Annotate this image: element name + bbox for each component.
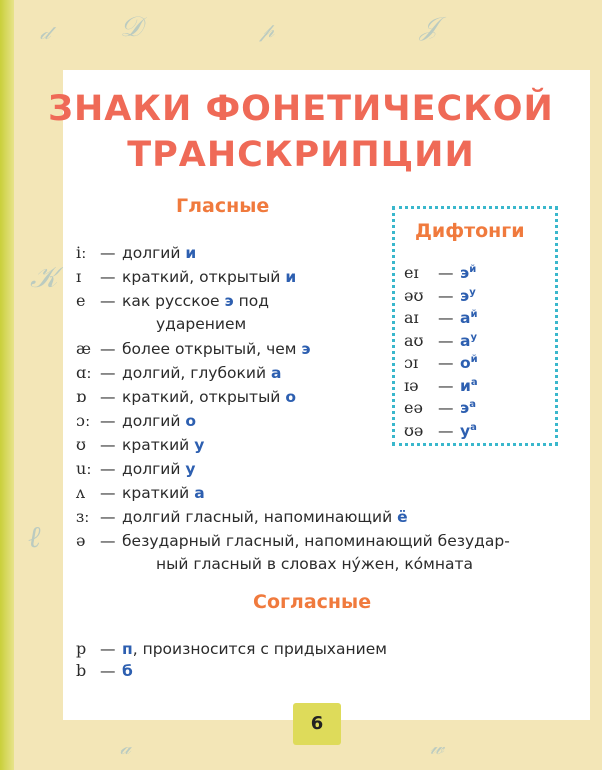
sound-superscript: й [470, 308, 478, 320]
ipa-symbol: ɔɪ [404, 353, 419, 372]
dash-separator: — [438, 309, 454, 327]
russian-sound: и [285, 268, 297, 286]
dash-separator: — [438, 399, 454, 417]
russian-sound: о [460, 354, 471, 372]
ipa-symbol: eɪ [404, 263, 419, 282]
ipa-symbol: æ [76, 339, 92, 358]
vowel-description-tail: под [238, 292, 270, 310]
ipa-symbol: əʊ [404, 285, 424, 305]
dash-separator: — [100, 460, 116, 478]
vowel-description: как русское [122, 292, 220, 310]
russian-sound: п [122, 640, 133, 658]
vowel-description: долгий [122, 244, 181, 262]
dash-separator: — [100, 388, 116, 406]
vowel-row [76, 555, 473, 573]
dash-separator: — [100, 244, 116, 262]
dash-separator: — [100, 532, 116, 550]
vowel-description: краткий [122, 436, 190, 454]
vowel-description: долгий гласный, напоминающий [122, 508, 393, 526]
diphthong-row [404, 421, 477, 440]
sound-superscript: й [469, 263, 477, 275]
title-line-2: ТРАНСКРИПЦИИ [127, 135, 475, 175]
vowel-description: более открытый, чем [122, 340, 297, 358]
vowel-row [76, 339, 311, 358]
diphthong-row [404, 331, 477, 350]
sound-superscript: у [469, 286, 476, 298]
vowel-row [76, 315, 246, 333]
dash-separator: — [438, 376, 454, 395]
russian-sound: э [460, 286, 470, 305]
diphthong-row [404, 308, 477, 327]
dash-separator: — [438, 331, 454, 350]
dash-separator: — [100, 640, 116, 658]
vowel-description: безударный гласный, напоминающий безудар- [122, 532, 510, 550]
ipa-symbol: uː [76, 459, 92, 478]
ipa-symbol: ʊə [404, 420, 424, 440]
decorative-script: 𝒹 [40, 20, 51, 44]
decorative-script: 𝓅 [260, 18, 275, 42]
ipa-symbol: ɜː [76, 507, 90, 526]
vowel-description: долгий [122, 412, 181, 430]
ipa-symbol: iː [76, 243, 87, 262]
vowel-row [76, 267, 296, 286]
ipa-symbol: eə [404, 398, 423, 417]
ipa-symbol: ə [76, 531, 86, 550]
diphthong-row [404, 286, 476, 305]
russian-sound: а [270, 364, 282, 382]
decorative-script: 𝒥 [420, 12, 438, 42]
dash-separator: — [100, 268, 116, 286]
vowel-description: долгий [122, 460, 181, 478]
dash-separator: — [100, 292, 116, 310]
dash-separator: — [100, 340, 116, 358]
ipa-symbol: ɔː [76, 411, 91, 430]
consonants-heading: Согласные [253, 591, 372, 613]
dash-separator: — [100, 508, 116, 526]
dash-separator: — [100, 436, 116, 454]
decorative-script: 𝒟 [120, 10, 143, 43]
diphthongs-heading: Дифтонги [415, 220, 525, 242]
dash-separator: — [100, 412, 116, 430]
dash-separator: — [438, 354, 454, 372]
vowel-row [76, 411, 196, 430]
dash-separator: — [100, 484, 116, 502]
russian-sound: э [460, 399, 470, 417]
ipa-symbol: ɪə [404, 375, 419, 395]
ipa-symbol: ɑː [76, 363, 92, 382]
ipa-symbol: ɪ [76, 267, 82, 286]
vowel-description: краткий [122, 484, 190, 502]
vowel-description: краткий, открытый [122, 268, 281, 286]
diphthong-row [404, 398, 476, 417]
russian-sound: о [185, 412, 196, 430]
vowel-row [76, 507, 408, 526]
diphthong-row [404, 263, 476, 282]
russian-sound: ё [397, 508, 408, 526]
vowel-row [76, 363, 281, 382]
russian-sound: у [460, 421, 471, 440]
russian-sound: о [285, 388, 296, 406]
consonant-description: , произносится с придыханием [132, 640, 387, 658]
decorative-script: 𝒶 [120, 735, 131, 759]
dash-separator: — [438, 286, 454, 305]
russian-sound: у [185, 460, 196, 478]
ipa-symbol: ʌ [76, 483, 86, 502]
consonant-row [76, 661, 133, 680]
sound-superscript: й [470, 353, 478, 365]
vowel-description: долгий, глубокий [122, 364, 267, 382]
title-line-1: ЗНАКИ ФОНЕТИЧЕСКОЙ [48, 89, 554, 129]
diphthong-row [404, 353, 478, 372]
russian-sound: э [301, 340, 311, 358]
consonant-row [76, 639, 387, 658]
decorative-script: 𝓌 [430, 735, 444, 759]
dash-separator: — [100, 364, 116, 382]
russian-sound: э [224, 292, 234, 310]
dash-separator: — [438, 421, 454, 440]
russian-sound: и [460, 376, 471, 395]
sound-superscript: а [470, 421, 477, 433]
vowel-row [76, 291, 269, 310]
russian-sound: а [460, 331, 471, 350]
vowel-row [76, 387, 296, 406]
vowel-row [76, 435, 204, 454]
russian-sound: а [194, 484, 205, 502]
russian-sound: у [194, 436, 205, 454]
vowel-description: краткий, открытый [122, 388, 281, 406]
vowel-row [76, 243, 196, 262]
page-number: 6 [293, 703, 341, 745]
ipa-symbol: ʊ [76, 435, 86, 454]
sound-superscript: у [470, 331, 477, 343]
russian-sound: э [460, 264, 470, 282]
sound-superscript: а [470, 376, 478, 388]
ipa-symbol: b [76, 661, 87, 680]
diphthong-row [404, 376, 478, 395]
vowel-row [76, 483, 205, 502]
vowel-description: ударением [156, 315, 247, 333]
ipa-symbol: ɒ [76, 387, 87, 406]
vowel-row [76, 531, 510, 550]
dash-separator: — [438, 264, 454, 282]
ipa-symbol: aɪ [404, 308, 419, 327]
decorative-script: ℓ [28, 520, 41, 555]
russian-sound: а [460, 309, 471, 327]
vowel-description: ный гласный в словах ну́жен, ко́мната [156, 555, 474, 573]
ipa-symbol: e [76, 291, 86, 310]
sound-superscript: а [469, 398, 476, 410]
vowels-heading: Гласные [176, 195, 270, 217]
ipa-symbol: aʊ [404, 330, 424, 350]
russian-sound: и [185, 244, 197, 262]
vowel-row [76, 459, 195, 478]
russian-sound: б [122, 662, 133, 680]
ipa-symbol: p [76, 639, 87, 658]
decorative-script: 𝒦 [30, 260, 58, 295]
dash-separator: — [100, 662, 116, 680]
page-title [0, 86, 602, 178]
